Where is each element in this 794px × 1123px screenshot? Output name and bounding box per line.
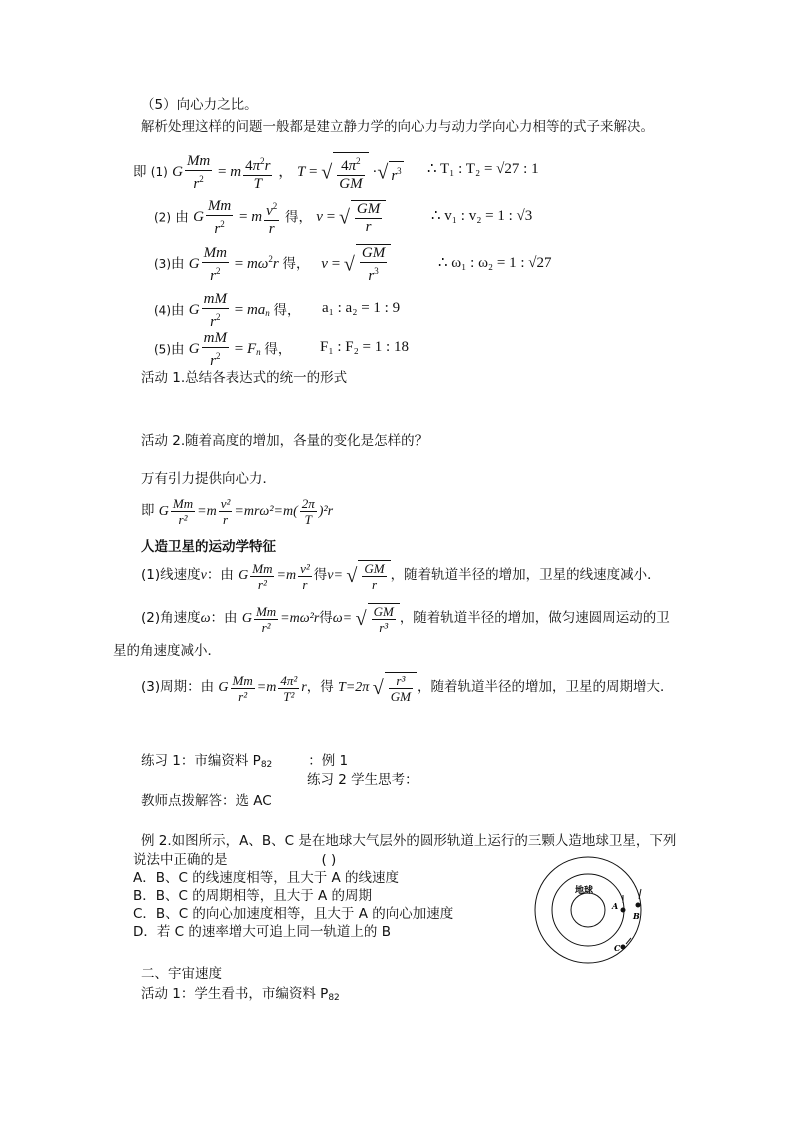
activity-s2 bbox=[141, 985, 340, 1007]
you-label: 由 bbox=[171, 302, 185, 319]
label: (2)角速度 bbox=[141, 610, 201, 627]
formula-2: G $\frac{Mm}{r^2}$ = m $\frac{v^2}{r}$ bbox=[193, 198, 278, 237]
satellite-a bbox=[621, 908, 626, 913]
label: 说法中正确的是 bbox=[133, 852, 228, 868]
formula-row-1 bbox=[133, 152, 404, 193]
activity-1: 活动 1.总结各表达式的统一的形式 bbox=[141, 370, 348, 386]
you-label: 由 bbox=[171, 341, 185, 358]
section2-title: 二、宇宙速度 bbox=[141, 966, 222, 982]
teacher-answer: 教师点拨解答：选 AC bbox=[141, 793, 272, 809]
formula-4: G $\frac{mM}{r^2}$ = man bbox=[188, 291, 270, 330]
option-a: A．B、C 的线速度相等，且大于 A 的线速度 bbox=[133, 870, 400, 886]
ratio-2: ∴ v₁ : v₂ = 1 : √3 bbox=[431, 208, 533, 224]
section-title: （5）向心力之比。 bbox=[141, 97, 258, 113]
ji-label: 即 bbox=[133, 163, 147, 180]
you-label: 由 bbox=[175, 209, 189, 226]
satellite-c bbox=[621, 945, 626, 950]
formula-number: (1) bbox=[150, 164, 168, 179]
label: ，随着轨道半径的增加，做匀速圆周运动的卫 bbox=[399, 610, 670, 627]
label: ，得 bbox=[306, 679, 334, 696]
label: 练习 1：市编资料 P bbox=[141, 753, 261, 769]
ratio-4: a₁ : a₂ = 1 : 9 bbox=[322, 300, 401, 316]
de-label: 得， bbox=[282, 255, 310, 272]
formula-3: G $\frac{Mm}{r^2}$ = $m\omega^2r$ bbox=[188, 244, 279, 284]
formula-row-5 bbox=[154, 330, 291, 370]
satellite-b bbox=[636, 903, 641, 908]
ratio-5: F₁ : F₂ = 1 : 18 bbox=[320, 339, 409, 355]
answer-blank: ( ) bbox=[321, 852, 337, 868]
intro-paragraph: 解析处理这样的问题一般都是建立静力学的向心力与动力学向心力相等的式子来解决。 bbox=[141, 119, 654, 135]
earth-label: 地球 bbox=[575, 886, 594, 896]
example2-stem-2 bbox=[133, 851, 336, 869]
you-label: 由 bbox=[171, 255, 185, 272]
exercise-2: 练习 2 学生思考： bbox=[307, 772, 419, 788]
ratio-1: ∴ T₁ : T₂ = √27 : 1 bbox=[427, 161, 539, 177]
formula-number: (3) bbox=[154, 256, 171, 271]
arrow-c bbox=[626, 938, 631, 944]
unified-formula: 即 G $\frac{Mm}{\text{r²}}$ =m $\frac{\text{v²}}{r}$ =mrω²=m( $\frac{2\pi}{T}$ )²r bbox=[141, 496, 334, 527]
ji-label: 即 bbox=[141, 502, 155, 519]
orbit-figure bbox=[530, 855, 680, 965]
activity-2: 活动 2.随着高度的增加，各量的变化是怎样的？ bbox=[141, 433, 429, 449]
de-label: 得， bbox=[285, 209, 312, 226]
page-subscript: 82 bbox=[260, 760, 273, 770]
formula-row-3: (3)由 G $\frac{Mm}{r^2}$ = $m\omega^2r$ 得， v = √ $\frac{GM}{r^3}$ bbox=[154, 244, 391, 285]
label-b: B bbox=[633, 911, 640, 921]
option-d: D．若 C 的速率增大可追上同一轨道上的 B bbox=[133, 924, 391, 940]
formula-row-2: (2) 由 G $\frac{Mm}{r^2}$ = m $\frac{v^2}{r}$ 得， v = √ $\frac{GM}{r}$ bbox=[154, 198, 386, 238]
label: ，随着轨道半径的增加，卫星的周期增大． bbox=[416, 679, 674, 696]
kinematics-period: (3)周期：由 G $\frac{Mm}{\text{r²}}$ =m $\frac{\text{4π²}}{\text{T²}}$ r，得 T=2π √ $\frac{\text{r³}}{GM}$ ，随着轨道半径的增加，卫星的周期增大． bbox=[141, 672, 674, 704]
label-a: A bbox=[612, 901, 619, 911]
formula-number: (5) bbox=[154, 342, 171, 357]
label: ：由 bbox=[210, 610, 238, 627]
label: 活动 1：学生看书，市编资料 P bbox=[141, 986, 329, 1002]
option-b: B．B、C 的周期相等，且大于 A 的周期 bbox=[133, 888, 373, 904]
ratio-3: ∴ ω₁ : ω₂ = 1 : √27 bbox=[438, 255, 552, 271]
formula-number: (2) bbox=[154, 210, 171, 225]
kinematics-title: 人造卫星的运动学特征 bbox=[141, 539, 276, 555]
label: 得 bbox=[313, 567, 328, 584]
kinematics-angular: (2)角速度ω：由 G $\frac{Mm}{\text{r²}}$ =mω²r得ω= √ $\frac{GM}{\text{r³}}$ ，随着轨道半径的增加，做匀速圆周运动的卫 bbox=[141, 603, 670, 635]
formula-number: (4) bbox=[154, 303, 171, 318]
label: ：例 1 bbox=[308, 753, 349, 769]
label: (3)周期：由 bbox=[141, 679, 215, 696]
gravity-text: 万有引力提供向心力． bbox=[141, 471, 276, 487]
option-c: C．B、C 的向心加速度相等，且大于 A 的向心加速度 bbox=[133, 906, 454, 922]
label: ，随着轨道半径的增加，卫星的线速度减小． bbox=[390, 567, 661, 584]
kinematics-angular-cont: 星的角速度减小． bbox=[113, 643, 221, 659]
de-label: 得， bbox=[273, 302, 301, 319]
formula-5: G $\frac{mM}{r^2}$ = Fn bbox=[188, 330, 261, 369]
label: 得 bbox=[319, 610, 333, 627]
label: (1)线速度 bbox=[141, 567, 201, 584]
formula-1: G $\frac{Mm}{r^2}$ = m $\frac{4\pi^2r}{T}$ ， T = √ $\frac{4\pi^2}{GM}$ ·√ $r^3$ bbox=[172, 152, 402, 192]
kinematics-velocity: (1)线速度v：由 G $\frac{Mm}{\text{r²}}$ =m $\frac{\text{v²}}{r}$ 得v= √ $\frac{GM}{r}$ ，随着轨道半径的增加，卫星的线速度减小． bbox=[141, 560, 661, 592]
label-c: C bbox=[614, 943, 621, 953]
page-subscript: 82 bbox=[328, 993, 340, 1003]
label: ：由 bbox=[206, 567, 234, 584]
de-label: 得， bbox=[264, 341, 292, 358]
example2-stem-1: 例 2.如图所示，A、B、C 是在地球大气层外的圆形轨道上运行的三颗人造地球卫星，下列 bbox=[141, 833, 677, 849]
earth-circle bbox=[571, 893, 605, 927]
formula-row-4 bbox=[154, 291, 301, 331]
